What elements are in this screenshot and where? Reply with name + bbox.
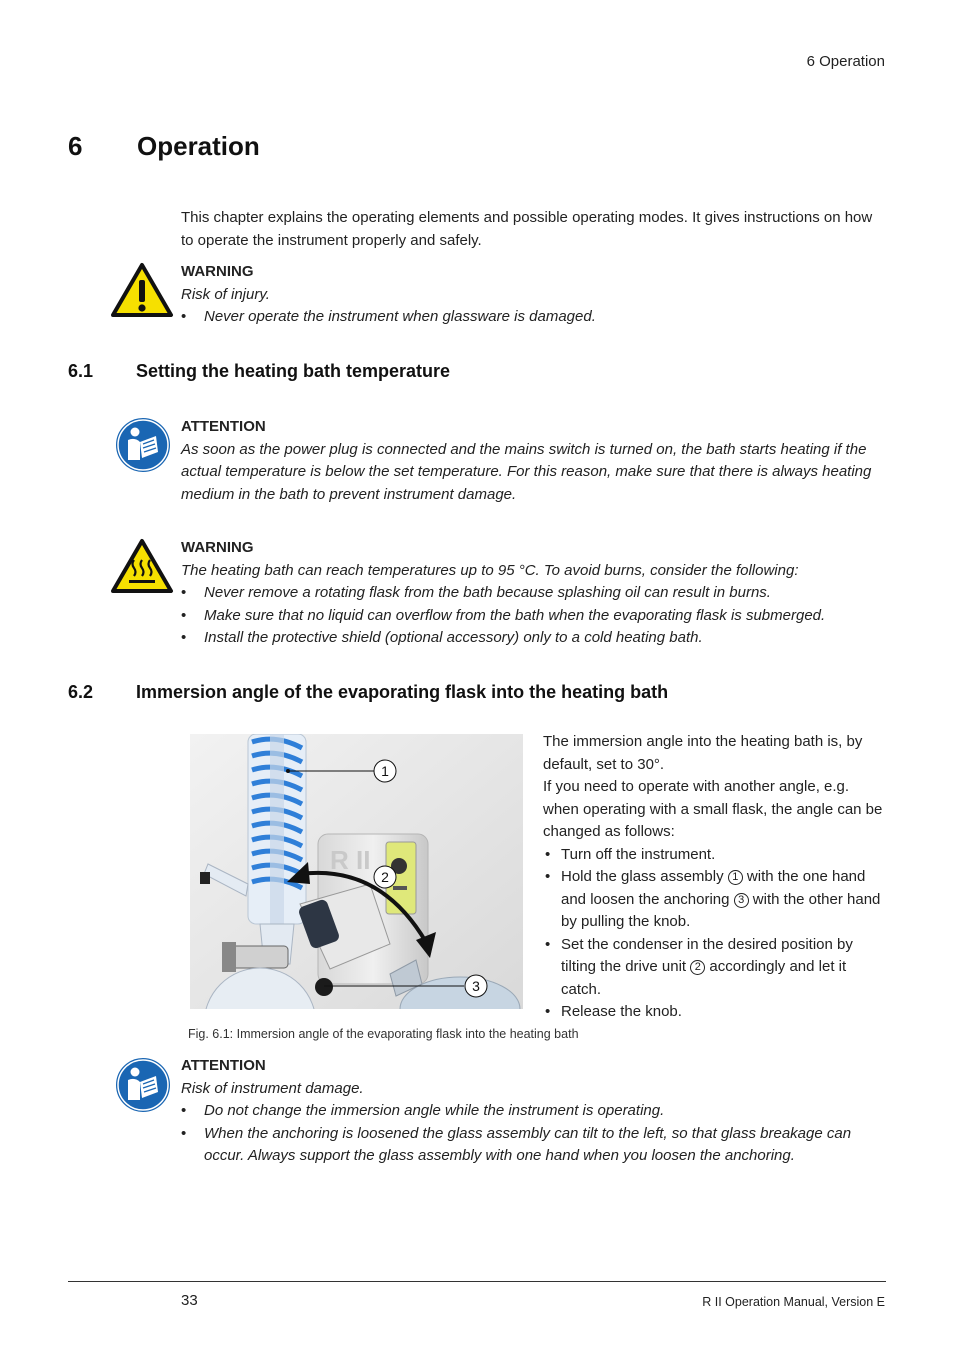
list-item: • Never operate the instrument when glassware is damaged. bbox=[181, 306, 886, 329]
instruction-list bbox=[543, 844, 888, 1024]
notice-list bbox=[181, 1100, 886, 1168]
footer-divider bbox=[68, 1281, 886, 1282]
notice-description: Risk of injury. bbox=[181, 285, 270, 303]
section-number: 6.2 bbox=[68, 682, 94, 702]
intro-paragraph: This chapter explains the operating elements and possible operating modes. It gives instructions on how to operate the instrument properly and safely. bbox=[181, 209, 873, 249]
list-item: • Hold the glass assembly 1 with the one hand and loosen the anchoring 3 with the other hand by pulling the knob. bbox=[543, 866, 888, 934]
list-item: • Install the protective shield (optional accessory) only to a cold heating bath. bbox=[181, 627, 886, 650]
list-item: • Make sure that no liquid can overflow from the bath when the evaporating flask is submerged. bbox=[181, 605, 886, 628]
figure-caption: Fig. 6.1: Immersion angle of the evaporating flask into the heating bath bbox=[188, 1027, 579, 1041]
instruction-paragraph: The immersion angle into the heating bath is, by default, set to 30°. bbox=[543, 733, 863, 773]
attention-damage-notice bbox=[181, 1055, 886, 1168]
notice-label: WARNING bbox=[181, 263, 254, 280]
callout-ref-3: 3 bbox=[734, 893, 749, 908]
notice-label: WARNING bbox=[181, 539, 254, 556]
hot-surface-warning-icon bbox=[110, 538, 174, 594]
page-number: 33 bbox=[181, 1292, 198, 1309]
chapter-number: 6 bbox=[68, 131, 83, 161]
notice-list bbox=[181, 306, 886, 329]
callout-2: 2 bbox=[381, 869, 389, 885]
section-title-text: Setting the heating bath temperature bbox=[136, 361, 451, 381]
section-title-6-1 bbox=[68, 361, 450, 382]
instruction-paragraph: If you need to operate with another angle, e.g. when operating with a small flask, the angle can be changed as follows: bbox=[543, 778, 883, 840]
list-item: • Release the knob. bbox=[543, 1001, 888, 1024]
running-head: 6 Operation bbox=[806, 53, 885, 70]
manual-title: R II Operation Manual, Version E bbox=[702, 1295, 885, 1309]
device-label: R II bbox=[330, 845, 371, 875]
notice-description: The heating bath can reach temperatures up to 95 °C. To avoid burns, consider the following: bbox=[181, 561, 799, 579]
section-number: 6.1 bbox=[68, 361, 94, 381]
callout-ref-2: 2 bbox=[690, 960, 705, 975]
list-item: • Set the condenser in the desired position by tilting the drive unit 2 accordingly and let it catch. bbox=[543, 934, 888, 1002]
warning-injury-notice bbox=[181, 261, 886, 329]
figure-rotary-evaporator bbox=[190, 734, 523, 1009]
read-manual-icon bbox=[114, 416, 172, 474]
notice-description: As soon as the power plug is connected and the mains switch is turned on, the bath starts heating if the actual temperature is below the set temperature. For this reason, make sure that there is always heating medium in the bath to prevent instrument damage. bbox=[181, 440, 872, 503]
immersion-angle-instructions bbox=[543, 731, 888, 1024]
list-item: • Do not change the immersion angle while the instrument is operating. bbox=[181, 1100, 886, 1123]
read-manual-icon bbox=[114, 1056, 172, 1114]
section-title-6-2 bbox=[68, 682, 668, 703]
chapter-title-text: Operation bbox=[137, 131, 260, 161]
callout-3: 3 bbox=[472, 978, 480, 994]
list-item: • Turn off the instrument. bbox=[543, 844, 888, 867]
notice-description: Risk of instrument damage. bbox=[181, 1079, 364, 1097]
list-item: • Never remove a rotating flask from the bath because splashing oil can result in burns. bbox=[181, 582, 886, 605]
notice-label: ATTENTION bbox=[181, 1057, 266, 1074]
list-item: • When the anchoring is loosened the glass assembly can tilt to the left, so that glass breakage can occur. Always support the glass assembly with one hand when you loosen the anchoring. bbox=[181, 1123, 886, 1168]
callout-1: 1 bbox=[381, 763, 389, 779]
attention-heating-notice bbox=[181, 416, 886, 506]
warning-hot-notice bbox=[181, 537, 886, 650]
rotary-evaporator-illustration bbox=[190, 734, 523, 1009]
section-title-text: Immersion angle of the evaporating flask into the heating bath bbox=[136, 682, 669, 702]
callout-ref-1: 1 bbox=[728, 870, 743, 885]
notice-label: ATTENTION bbox=[181, 418, 266, 435]
chapter-title bbox=[68, 131, 260, 162]
warning-triangle-icon bbox=[110, 262, 174, 318]
notice-list bbox=[181, 582, 886, 650]
